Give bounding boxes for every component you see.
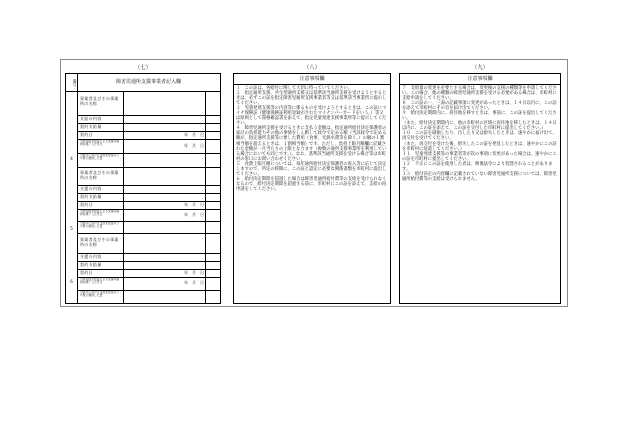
note-item: １１ 児童発達支援等の事業者等が次の事項に変更があった場合は、速やかにこの証を市町村に提出してください。 [402,151,557,162]
note-item: ２ 指定通所支援、共生型通所支援又は基準該当通所支援を受けようとするときは、必ずこの証を指定障害児通所支援事業者等又は基準該当事業所に提示してください。 [236,91,387,107]
date-field: 年 月 日 [184,202,204,207]
end-date-row [77,277,220,291]
panel-title: （八） [303,65,321,71]
provider-name-label: 事業者及びその事業所の名称 [80,96,119,106]
date-field: 年 月 日 [184,132,204,137]
note-item: １２ 不正にこの証を使用した者は、関係法令により処罰されることがあります。 [402,161,553,172]
provided-amount-row [77,290,220,303]
notes-list [402,86,557,182]
provider-name-row [77,91,220,116]
booklet-sheet [60,59,568,307]
note-item: ７ 支給量の変更を必要とする場合は、変更後の支援の種類等を申請してください。この場合、他の種類の障害児通所支援を受ける必要がある場合は、市町村に支給申請をしてください。 [402,86,557,102]
section-number: 6 [70,279,73,284]
end-date-label: 当該契約支給量による支援の提供を終了した月日 [80,277,120,285]
note-item: ５ 食費上限月額については、毎年通所給付決定保護者の収入等に応じて決定しますので、所定の時期に、この証と認定に必要な関係書類を市町村に提出してください。 [236,161,387,177]
note-item: ９ 給付決定期間内に、居住地を移すときは、事前に、この証を提出してください。 [402,111,557,122]
note-item: ８ この証の一、三面の記載事項に変更があったときは、１４日以内に、この証を添えて市町村にその旨を届け出てください。 [402,101,557,112]
notes-header: 注意事項欄 [400,74,560,85]
support-content-label: 支援の内容 [80,186,102,191]
provider-name-label: 事業者及びその事業所の名称 [80,237,119,247]
note-item: ４ 障害児通所支援を受けるときに支払う金額は、指定通所給付決定保護者の家計の負担能力その他の事情をしん酌して政令で定める額（当該政令で定める額が、指定通所支援等に要した費用（食事、光熱水費等を除く。）の額の１割相当額を超えるときは、１割相当額）です。ただし、負担上限月額欄に記載された金額が一月当たりの上限となります（複数の通所支援事業所を利用している場合においても同じです。）。なお、基準該当通所支援を受ける場合等は市町村の窓口にお問い合わせください。 [236,126,387,162]
provider-name-label: 事業者及びその事業所の名称 [80,170,119,180]
panel-title: （九） [471,65,489,71]
provided-amount-row [77,221,220,233]
column-header: 障害児通所支援事業者記入欄 [77,74,220,92]
notes-header: 注意事項欄 [234,74,390,85]
notes-box [399,73,561,304]
panel-notes-2 [399,64,561,306]
note-item: １０ この証を破損したり、汚したり又は紛失したときは、速やかに届け出て、再交付を受けてください。 [402,131,557,142]
note-item: ６ 給付決定期間を超過した場合は障害児通所給付費等の支給を受けられなくなるので、給付決定期間を超過する前に、市町村にこの証を添えて、支給の再申請をしてください。 [236,176,387,192]
contract-amount-label: 契約支給量 [80,194,102,199]
support-content-label: 支給の内容 [80,116,102,121]
note-item: （また、再交付を受けた後、紛失したこの証を発見したときは、速やかにこの証を市町村に返還してください。） [402,141,557,152]
notes-box [233,73,391,304]
end-date-label: 当該契約支給量による支援の提供を終了した月日 [80,139,120,147]
contract-amount-label: 契約支給量 [80,262,102,267]
section-number: 4 [70,156,73,161]
date-field: 年 月 日 [184,143,204,148]
provider-name-row [77,233,220,254]
contract-date-label: 契約日 [80,270,93,275]
date-field: 年 月 日 [184,280,204,285]
end-date-row [77,139,220,154]
provider-record-section [77,91,220,168]
provided-amount-row [77,153,220,167]
panel-title: （七） [134,65,152,71]
note-item: １ この証は、各給付に関して大切に持っていてください。 [236,86,353,91]
date-field: 年 月 日 [184,270,204,275]
note-item: １３ 給付決定の内容欄に記載されていない障害児通所支援については、障害児通所給付費等の支給は受けられません。 [402,171,557,182]
contract-date-label: 契約日 [80,202,93,207]
sequence-header: 番号 [66,74,77,92]
contract-date-label: 契約日 [80,132,93,137]
provided-amount-label: 当該月における当該支給量のうち既に提供した量 [80,153,120,161]
record-table [65,73,221,304]
section-number: 5 [70,226,73,231]
support-content-label: 支援の内容 [80,254,102,259]
provided-amount-label: 当該月における当該支給量のうち既に提供した量 [80,221,120,229]
end-date-label: 当該契約支給量による支援の提供を終了した月日 [80,209,120,217]
provided-amount-label: 当該月における当該支給量のうち既に提供した量 [80,290,120,298]
provider-name-row [77,167,220,186]
provider-record-section [77,167,220,234]
note-item: ３ 児童発達支援等の内容等に係るものを受けようとするときは、この証にマイナ保険証（健康保険証利用登録がされたマイナンバーカードをいう。）等又は原則として資格確認書を添えて、指定児童発達支援事業所等に提示してください。 [236,106,387,127]
panel-record-table [65,64,221,306]
contract-amount-label: 契約支給量 [80,124,102,129]
note-item: （また、給付決定期間内に、他の市町村の区域に居住地を移したときは、１４日以内に、この証を添えて、この証を交付した市町村に提出してください。） [402,121,557,132]
provider-record-section [77,233,220,303]
date-field: 年 月 日 [184,212,204,217]
notes-list [236,86,387,192]
panel-notes-1 [233,64,391,306]
